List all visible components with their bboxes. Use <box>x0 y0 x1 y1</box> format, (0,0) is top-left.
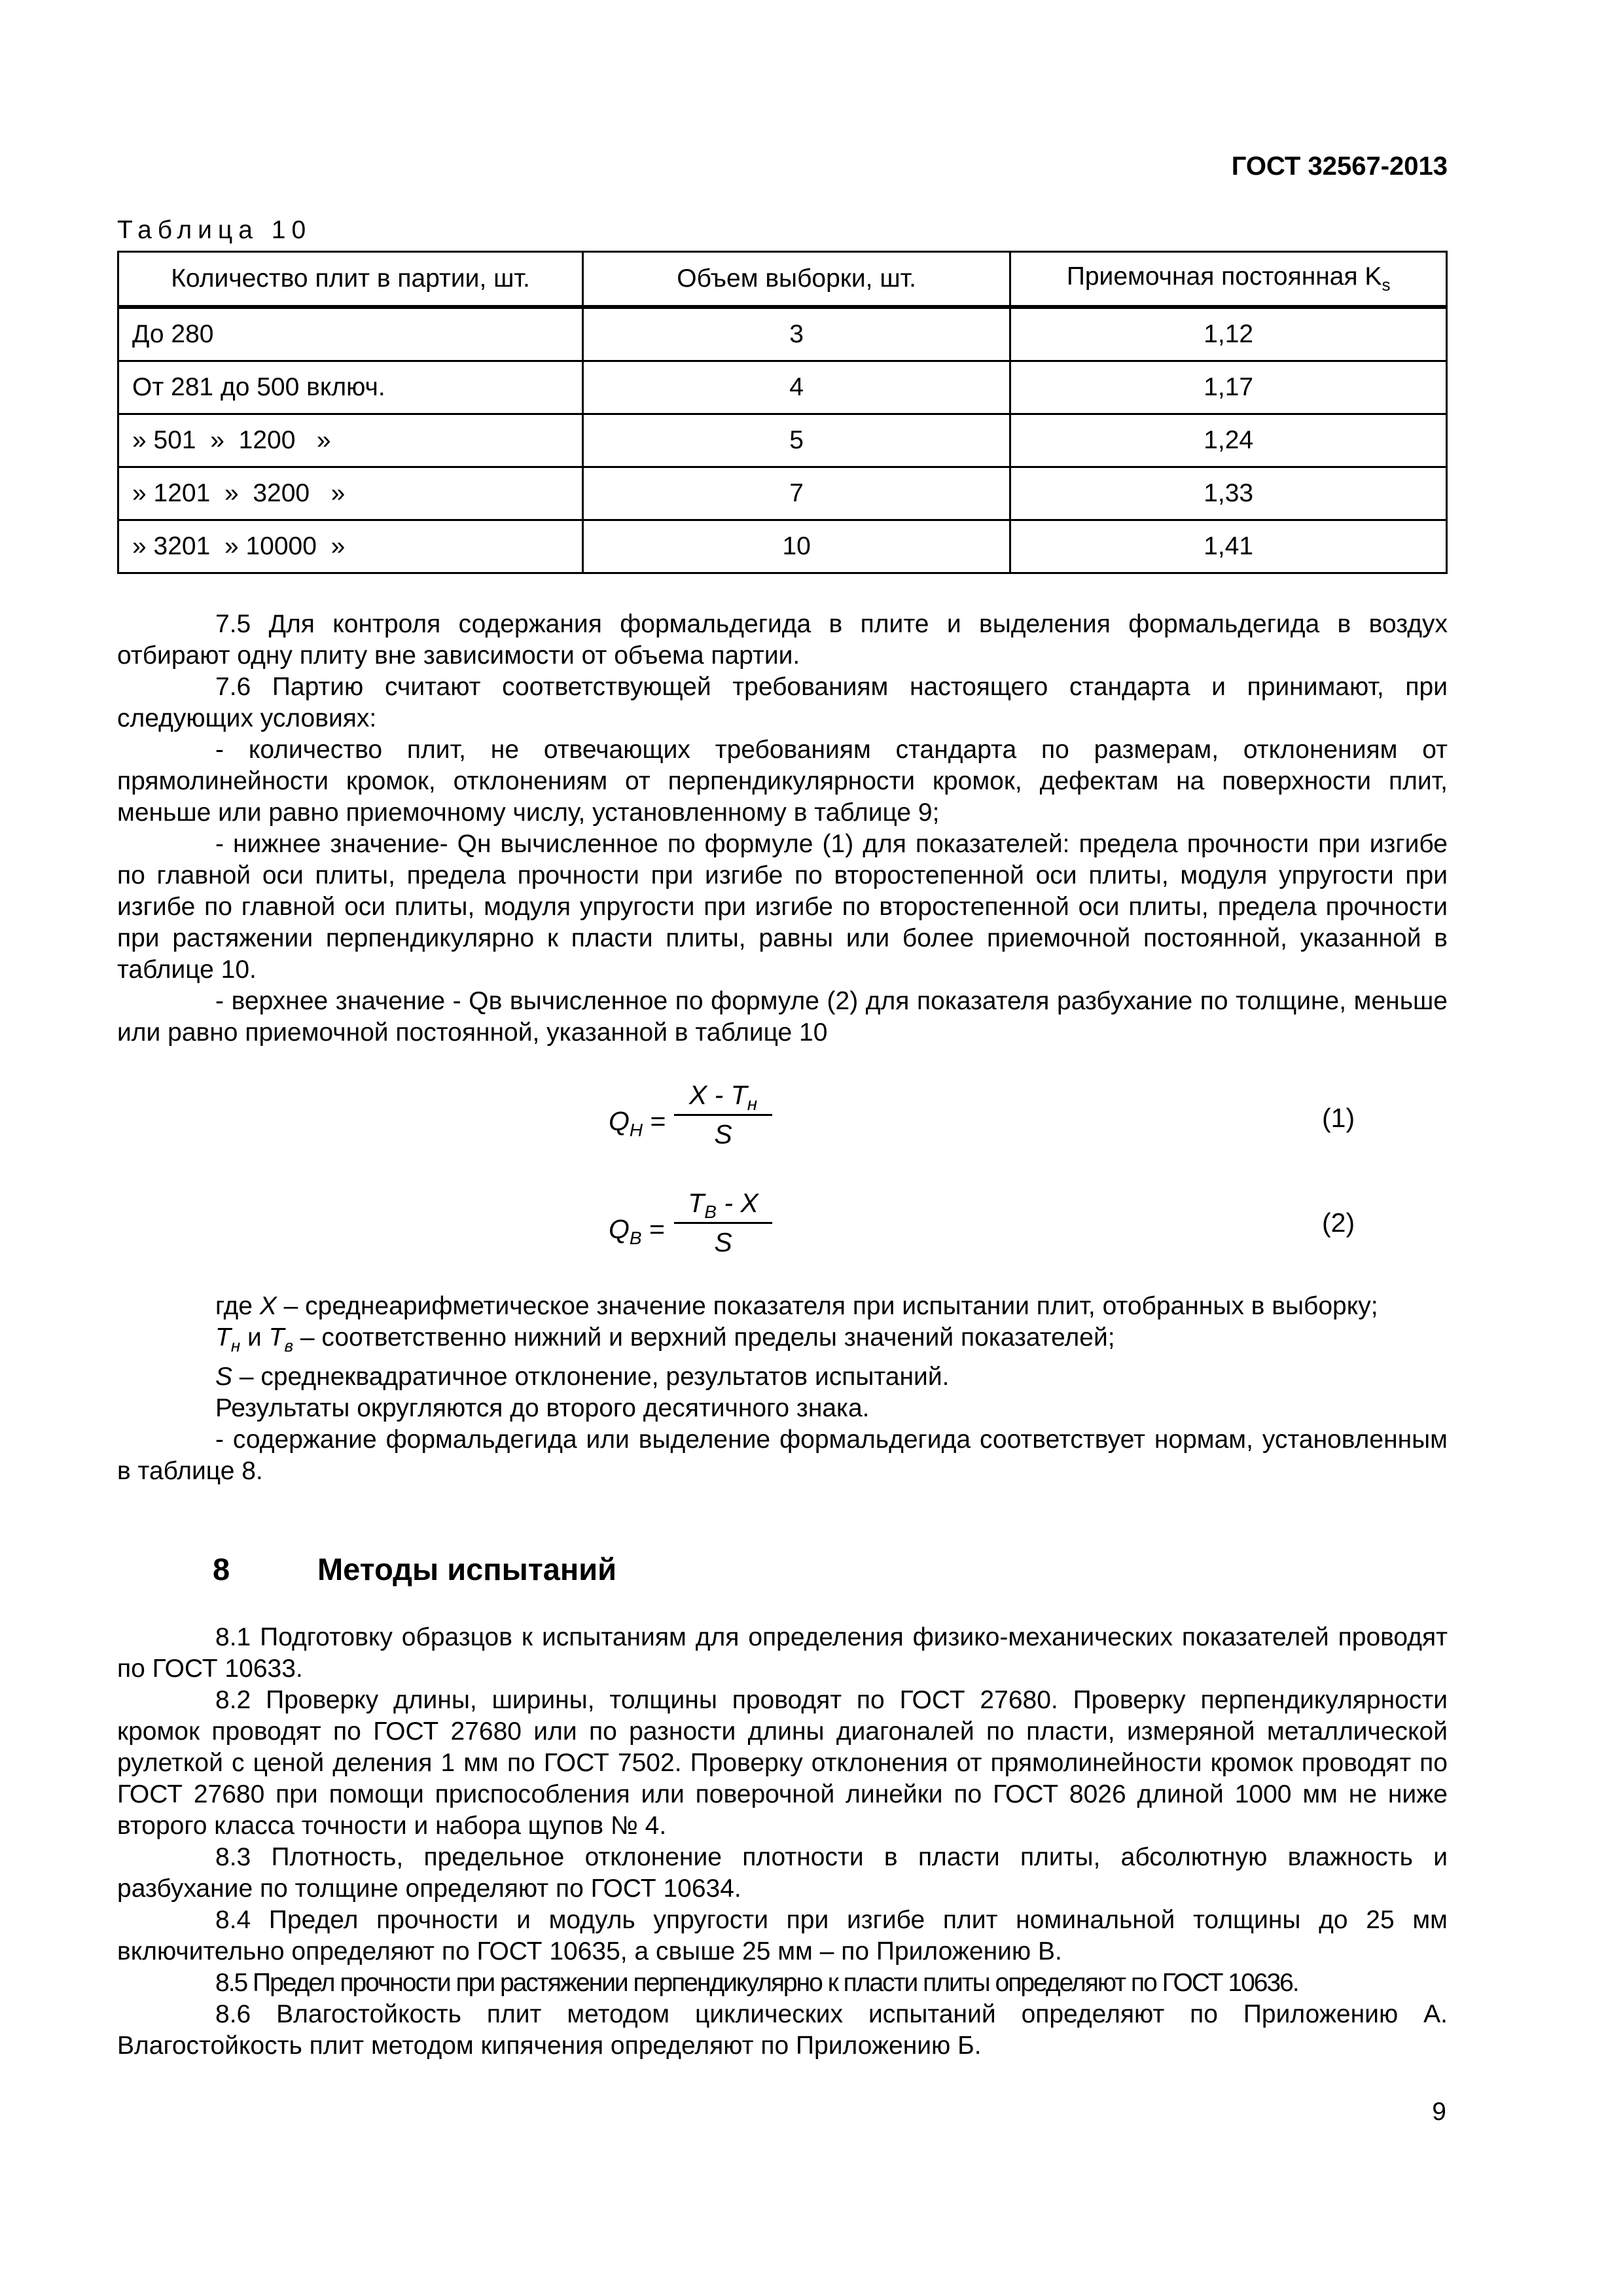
table-row <box>118 520 1447 573</box>
formula-1-number: (1) <box>1322 1103 1355 1133</box>
formula-1-denominator: S <box>714 1119 732 1149</box>
page-number: 9 <box>1432 2098 1446 2126</box>
paragraph-8-4: 8.4 Предел прочности и модуль упругости при изгибе плит номинальной толщины до 25 мм включительно определяют по ГОСТ 10635, а свыше 25 мм – по Приложению В. <box>117 1906 1448 1965</box>
legend-t: $T_н$ и $T_в$ – соответственно нижний и верхний пределы значений показателей; <box>215 1323 1115 1355</box>
formula-2-numerator: $T_B$ - X <box>688 1188 758 1223</box>
table-cell: » 501 » 1200 » <box>118 414 583 467</box>
table-cell: » 1201 » 3200 » <box>118 467 583 520</box>
table-cell: » 3201 » 10000 » <box>118 520 583 573</box>
legend-s: S – среднеквадратичное отклонение, результатов испытаний. <box>215 1362 950 1391</box>
condition-formaldehyde: - содержание формальдегида или выделение формальдегида соответствует нормам, установленным в таблице 8. <box>117 1425 1448 1485</box>
legend-x: где X – среднеарифметическое значение показателя при испытании плит, отобранных в выборку; <box>215 1292 1378 1320</box>
column-header-lot-size: Количество плит в партии, шт. <box>118 252 583 308</box>
section-number: 8 <box>213 1552 230 1587</box>
table-cell: 1,41 <box>1010 520 1447 573</box>
column-header-sample-size: Объем выборки, шт. <box>582 252 1010 308</box>
table-cell: 1,12 <box>1010 307 1447 361</box>
table-cell: 5 <box>582 414 1010 467</box>
table-caption: Таблица 10 <box>117 216 312 244</box>
table-row <box>118 361 1447 414</box>
sampling-table <box>117 251 1448 574</box>
table-cell: 10 <box>582 520 1010 573</box>
paragraph-8-2: 8.2 Проверку длины, ширины, толщины проводят по ГОСТ 27680. Проверку перпендикулярности кромок проводят по ГОСТ 27680 или по разности длины диагоналей по пласти, измеряной металлической рулеткой с ценой деления 1 мм по ГОСТ 7502. Проверку отклонения от прямолинейности кромок проводят по ГОСТ 27680 при помощи приспособления или поверочной линейки по ГОСТ 8026 длиной 1000 мм не ниже второго класса точности и набора щупов № 4. <box>117 1686 1448 1840</box>
condition-lower-value: - нижнее значение- Qн вычисленное по формуле (1) для показателей: предела прочности при изгибе по главной оси плиты, предела прочности при изгибе по второстепенной оси плиты, модуля упругости при изгибе по главной оси плиты, модуля упругости при изгибе по второстепенной оси плиты, предела прочности при растяжении перпендикулярно к пласти плиты, равны или более приемочной постоянной, указанной в таблице 10. <box>117 830 1448 984</box>
table-row <box>118 467 1447 520</box>
table-cell: От 281 до 500 включ. <box>118 361 583 414</box>
formula-1-fraction-bar <box>674 1114 772 1116</box>
column-header-acceptance-constant <box>1010 252 1447 308</box>
table-cell: 1,33 <box>1010 467 1447 520</box>
acceptance-constant-subscript: s <box>1382 274 1391 295</box>
formula-1-numerator: X - $T_н$ <box>688 1080 758 1115</box>
paragraph-8-1: 8.1 Подготовку образцов к испытаниям для определения физико-механических показателей проводят по ГОСТ 10633. <box>117 1623 1448 1683</box>
paragraph-7-6: 7.6 Партию считают соответствующей требованиям настоящего стандарта и принимают, при следующих условиях: <box>117 673 1448 732</box>
condition-upper-value: - верхнее значение - Qв вычисленное по формуле (2) для показателя разбухание по толщине, меньше или равно приемочной постоянной, указанной в таблице 10 <box>117 987 1448 1047</box>
acceptance-constant-label: Приемочная постоянная K <box>1066 262 1382 291</box>
rounding-note: Результаты округляются до второго десятичного знака. <box>215 1393 870 1422</box>
table-row <box>118 414 1447 467</box>
formula-2-lhs: $Q_B$ = <box>609 1214 665 1249</box>
formula-2-denominator: S <box>714 1227 732 1257</box>
table-cell: 1,17 <box>1010 361 1447 414</box>
table-cell: До 280 <box>118 307 583 361</box>
table-cell: 3 <box>582 307 1010 361</box>
paragraph-8-5: 8.5 Предел прочности при растяжении перпендикулярно к пласти плиты определяют по ГОСТ 10636. <box>215 1969 1298 1997</box>
table-cell: 1,24 <box>1010 414 1447 467</box>
acceptance-rules-text <box>117 609 1448 1049</box>
condition-dimensions: - количество плит, не отвечающих требованиям стандарта по размерам, отклонениям от прямолинейности кромок, отклонениям от перпендикулярности кромок, дефектам на поверхности плит, меньше или равно приемочному числу, установленному в таблице 9; <box>117 736 1448 827</box>
table-cell: 4 <box>582 361 1010 414</box>
formula-2-number: (2) <box>1322 1208 1355 1238</box>
section-heading <box>213 1551 616 1587</box>
table-row <box>118 307 1447 361</box>
paragraph-7-5: 7.5 Для контроля содержания формальдегида в плите и выделения формальдегида в воздух отбирают одну плиту вне зависимости от объема партии. <box>117 610 1448 670</box>
test-methods-text <box>117 1622 1448 2062</box>
section-title-text: Методы испытаний <box>317 1552 617 1587</box>
table-cell: 7 <box>582 467 1010 520</box>
document-id: ГОСТ 32567-2013 <box>1231 152 1448 181</box>
table-header-row <box>118 252 1447 308</box>
formula-2-fraction-bar <box>674 1222 772 1224</box>
paragraph-8-6: 8.6 Влагостойкость плит методом циклических испытаний определяют по Приложению А. Влагостойкость плит методом кипячения определяют по Приложению Б. <box>117 2000 1448 2060</box>
formula-1-lhs: $Q_H$ = <box>609 1106 666 1141</box>
formula-legend <box>117 1291 1448 1487</box>
paragraph-8-3: 8.3 Плотность, предельное отклонение плотности в пласти плиты, абсолютную влажность и разбухание по толщине определяют по ГОСТ 10634. <box>117 1843 1448 1903</box>
